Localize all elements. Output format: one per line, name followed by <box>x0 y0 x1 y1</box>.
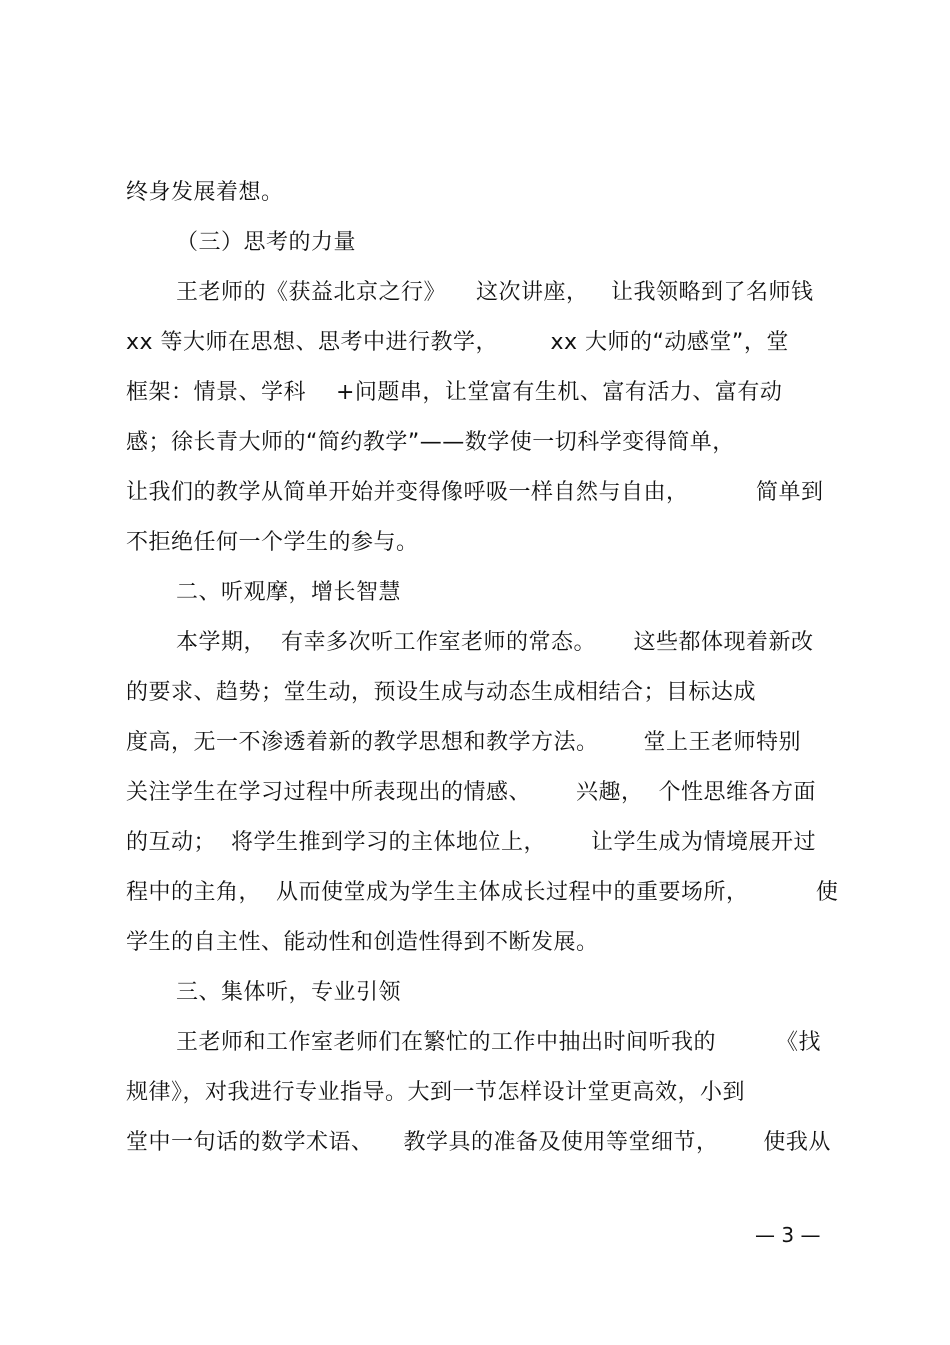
section-heading: 二、听观摩，增长智慧 <box>176 580 402 605</box>
text-line: 度高，无一不渗透着新的教学思想和教学方法。 堂上王老师特别 <box>126 730 801 755</box>
text-line: 感；徐长青大师的“简约教学”——数学使一切科学变得简单， <box>126 430 735 455</box>
text-line: 框架：情景、学科 +问题串，让堂富有生机、富有活力、富有动 <box>126 380 783 405</box>
text-line: 让我们的教学从简单开始并变得像呼吸一样自然与自由， 简单到 <box>126 480 824 505</box>
text-line: xx 等大师在思想、思考中进行教学， xx 大师的“动感堂”，堂 <box>126 330 789 355</box>
text-line: 不拒绝任何一个学生的参与。 <box>126 530 419 555</box>
text-line: 程中的主角， 从而使堂成为学生主体成长过程中的重要场所， 使 <box>126 880 839 905</box>
text-line: 的互动； 将学生推到学习的主体地位上， 让学生成为情境展开过 <box>126 830 816 855</box>
section-heading: 三、集体听，专业引领 <box>176 980 402 1005</box>
text-line: 王老师的《获益北京之行》 这次讲座， 让我领略到了名师钱 <box>176 280 814 305</box>
text-line: 关注学生在学习过程中所表现出的情感、 兴趣， 个性思维各方面 <box>126 780 816 805</box>
page-number: — 3 — <box>755 1223 821 1247</box>
text-line: 学生的自主性、能动性和创造性得到不断发展。 <box>126 930 599 955</box>
text-line: 本学期， 有幸多次听工作室老师的常态。 这些都体现着新改 <box>176 630 814 655</box>
text-line: 的要求、趋势；堂生动，预设生成与动态生成相结合；目标达成 <box>126 680 757 705</box>
section-heading: （三）思考的力量 <box>176 230 357 255</box>
text-line: 王老师和工作室老师们在繁忙的工作中抽出时间听我的 《找 <box>176 1030 821 1055</box>
text-line: 终身发展着想。 <box>126 180 284 205</box>
text-line: 堂中一句话的数学术语、 教学具的准备及使用等堂细节， 使我从 <box>126 1130 831 1155</box>
text-line: 规律》，对我进行专业指导。大到一节怎样设计堂更高效，小到 <box>126 1080 746 1105</box>
